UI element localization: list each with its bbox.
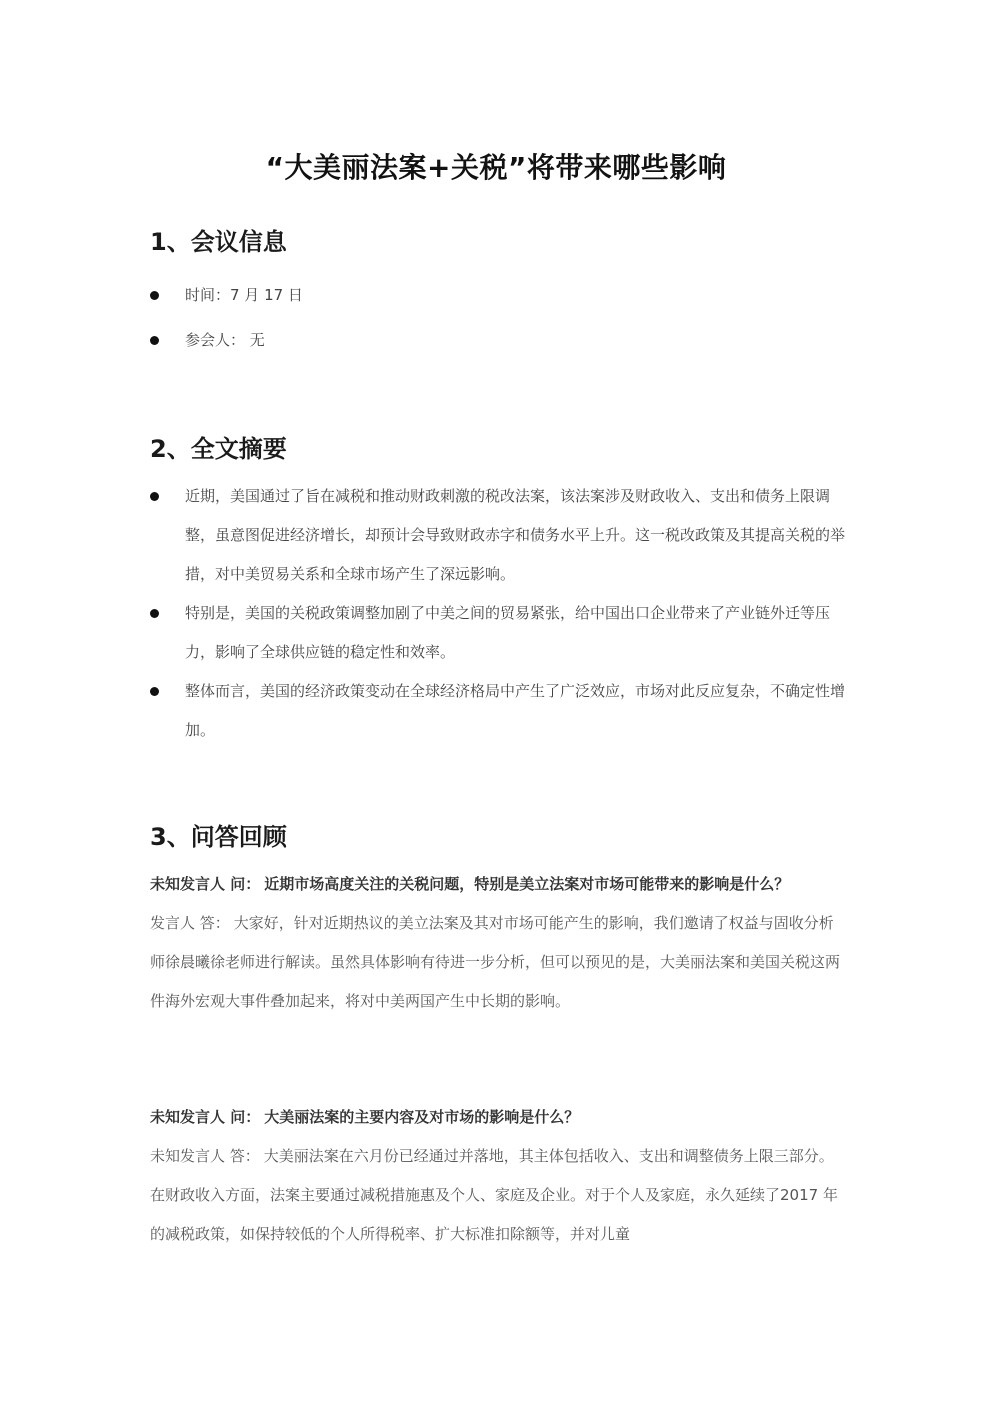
qa-answer	[150, 904, 845, 1021]
qa-item	[150, 865, 845, 1021]
meeting-participants-text: 参会人： 无	[185, 331, 265, 349]
list-item-participants	[150, 318, 845, 363]
summary-paragraph: 特别是，美国的关税政策调整加剧了中美之间的贸易紧张，给中国出口企业带来了产业链外迁等压力，影响了全球供应链的稳定性和效率。	[185, 604, 831, 661]
qa-answer	[150, 1137, 845, 1254]
answer-text: 大美丽法案在六月份已经通过并落地，其主体包括收入、支出和调整债务上限三部分。在财政收入方面，法案主要通过减税措施惠及个人、家庭及企业。对于个人及家庭，永久延续了2017 年的减税政策，如保持较低的个人所得税率、扩大标准扣除额等，并对儿童	[150, 1147, 838, 1243]
list-item	[150, 594, 845, 672]
question-text: 大美丽法案的主要内容及对市场的影响是什么？	[264, 1108, 580, 1126]
answer-text: 大家好，针对近期热议的美立法案及其对市场可能产生的影响，我们邀请了权益与固收分析师徐晨曦徐老师进行解读。虽然具体影响有待进一步分析，但可以预见的是，大美丽法案和美国关税这两件海外宏观大事件叠加起来，将对中美两国产生中长期的影响。	[150, 914, 841, 1010]
meeting-info-list	[150, 273, 845, 363]
section-heading-meeting-info: 1、会议信息	[150, 228, 287, 256]
bullet-icon	[150, 336, 159, 345]
qa-item	[150, 1098, 845, 1254]
list-item-time	[150, 273, 845, 318]
qa-question	[150, 1098, 845, 1137]
summary-paragraph: 整体而言，美国的经济政策变动在全球经济格局中产生了广泛效应，市场对此反应复杂，不确定性增加。	[185, 682, 846, 739]
bullet-icon	[150, 492, 159, 501]
qa-question	[150, 865, 845, 904]
meeting-time-text: 时间：7 月 17 日	[185, 286, 303, 304]
document-title: “大美丽法案+关税”将带来哪些影响	[265, 151, 727, 184]
section-heading-qa: 3、问答回顾	[150, 823, 287, 851]
question-text: 近期市场高度关注的关税问题，特别是美立法案对市场可能带来的影响是什么？	[264, 875, 790, 893]
list-item	[150, 477, 845, 594]
answer-speaker: 未知发言人 答：	[150, 1147, 260, 1165]
summary-paragraph: 近期，美国通过了旨在减税和推动财政刺激的税改法案，该法案涉及财政收入、支出和债务上限调整，虽意图促进经济增长，却预计会导致财政赤字和债务水平上升。这一税改政策及其提高关税的举措，对中美贸易关系和全球市场产生了深远影响。	[185, 487, 846, 583]
question-speaker: 未知发言人 问：	[150, 1108, 261, 1126]
bullet-icon	[150, 609, 159, 618]
answer-speaker: 发言人 答：	[150, 914, 230, 932]
section-heading-summary: 2、全文摘要	[150, 435, 287, 463]
bullet-icon	[150, 291, 159, 300]
question-speaker: 未知发言人 问：	[150, 875, 261, 893]
summary-list	[150, 477, 845, 750]
list-item	[150, 672, 845, 750]
bullet-icon	[150, 687, 159, 696]
